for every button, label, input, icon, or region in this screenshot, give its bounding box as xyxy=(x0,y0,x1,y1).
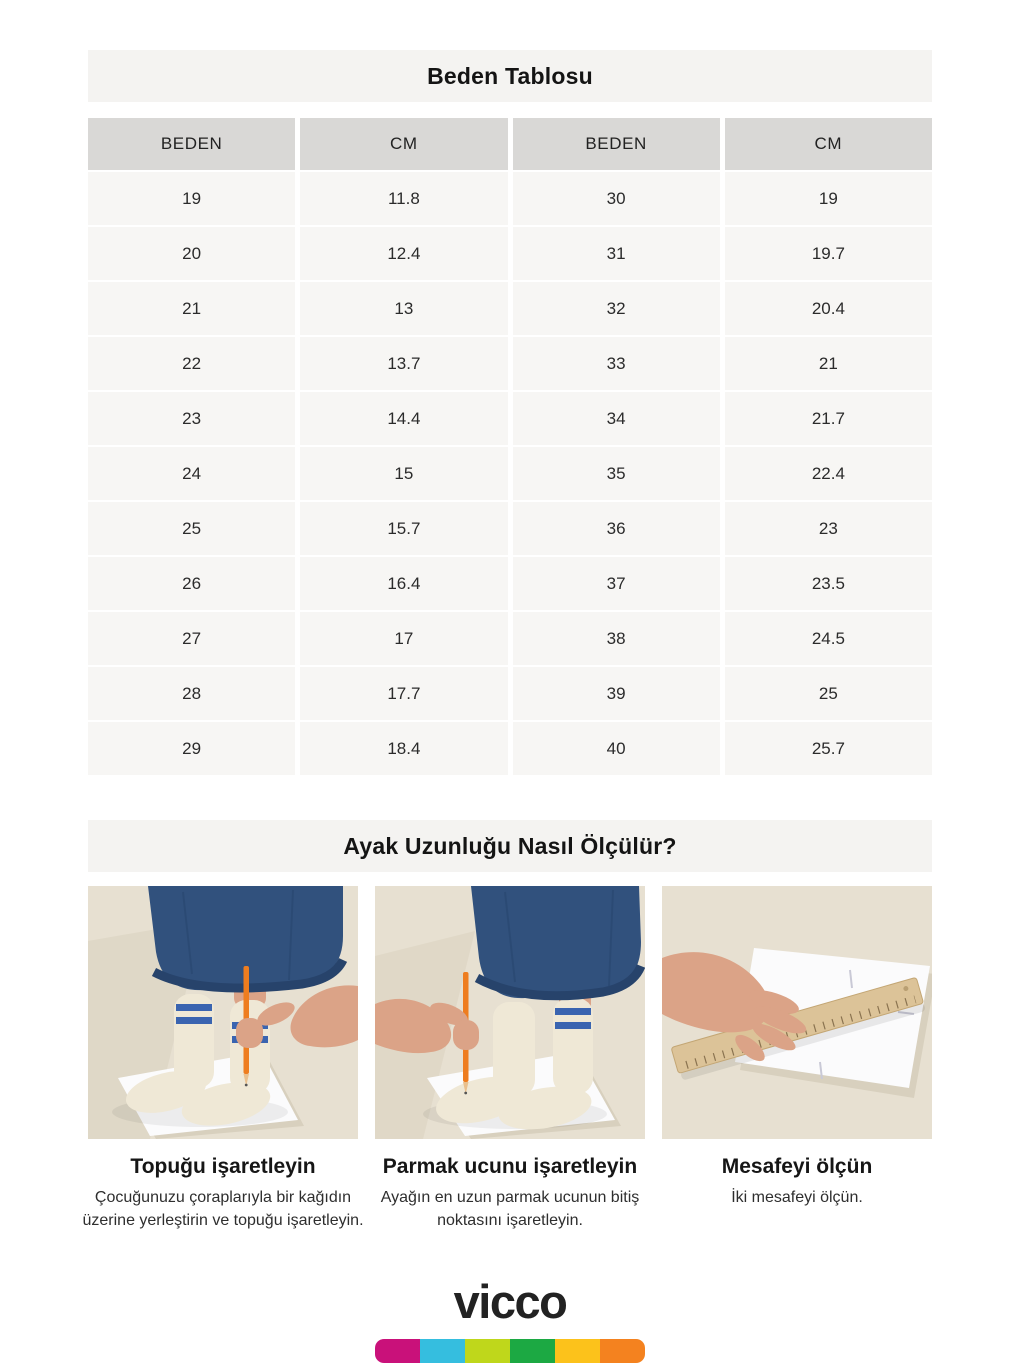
brand-footer xyxy=(88,1275,932,1363)
cm-value-cell: 17.7 xyxy=(300,667,507,720)
size-table-header-cell: BEDEN xyxy=(513,118,720,170)
size-value-cell: 28 xyxy=(88,667,295,720)
mark-heel-photo xyxy=(88,886,358,1139)
cm-value-cell: 20.4 xyxy=(725,282,932,335)
measure-step-heel xyxy=(82,886,364,1232)
measure-section xyxy=(82,820,932,1232)
size-value-cell: 22 xyxy=(88,337,295,390)
brand-bar-segment xyxy=(465,1339,510,1363)
size-value-cell: 39 xyxy=(513,667,720,720)
cm-value-cell: 19 xyxy=(725,172,932,225)
cm-value-cell: 16.4 xyxy=(300,557,507,610)
size-value-cell: 40 xyxy=(513,722,720,775)
size-value-cell: 23 xyxy=(88,392,295,445)
cm-value-cell: 21 xyxy=(725,337,932,390)
cm-value-cell: 17 xyxy=(300,612,507,665)
size-value-cell: 38 xyxy=(513,612,720,665)
cm-value-cell: 21.7 xyxy=(725,392,932,445)
size-value-cell: 31 xyxy=(513,227,720,280)
size-value-cell: 29 xyxy=(88,722,295,775)
size-value-cell: 36 xyxy=(513,502,720,555)
brand-bar-segment xyxy=(375,1339,420,1363)
cm-value-cell: 23 xyxy=(725,502,932,555)
step-heel-title: Topuğu işaretleyin xyxy=(130,1155,316,1178)
size-value-cell: 25 xyxy=(88,502,295,555)
size-value-cell: 32 xyxy=(513,282,720,335)
measure-title-bar xyxy=(88,820,932,872)
cm-value-cell: 18.4 xyxy=(300,722,507,775)
size-value-cell: 19 xyxy=(88,172,295,225)
brand-bar-segment xyxy=(555,1339,600,1363)
cm-value-cell: 12.4 xyxy=(300,227,507,280)
size-value-cell: 27 xyxy=(88,612,295,665)
cm-value-cell: 23.5 xyxy=(725,557,932,610)
cm-value-cell: 11.8 xyxy=(300,172,507,225)
measure-step-toe xyxy=(375,886,645,1232)
size-value-cell: 20 xyxy=(88,227,295,280)
brand-bar-segment xyxy=(510,1339,555,1363)
cm-value-cell: 15 xyxy=(300,447,507,500)
brand-bar-segment xyxy=(600,1339,645,1363)
measure-step-distance xyxy=(662,886,932,1232)
size-value-cell: 30 xyxy=(513,172,720,225)
cm-value-cell: 25.7 xyxy=(725,722,932,775)
brand-bar-segment xyxy=(420,1339,465,1363)
cm-value-cell: 22.4 xyxy=(725,447,932,500)
size-value-cell: 34 xyxy=(513,392,720,445)
step-distance-description: İki mesafeyi ölçün. xyxy=(731,1189,863,1206)
measure-distance-photo xyxy=(662,886,932,1139)
size-value-cell: 24 xyxy=(88,447,295,500)
size-table-section xyxy=(88,50,932,775)
cm-value-cell: 24.5 xyxy=(725,612,932,665)
size-value-cell: 37 xyxy=(513,557,720,610)
cm-value-cell: 19.7 xyxy=(725,227,932,280)
size-value-cell: 26 xyxy=(88,557,295,610)
cm-value-cell: 15.7 xyxy=(300,502,507,555)
size-table-title-bar xyxy=(88,50,932,102)
size-table-title: Beden Tablosu xyxy=(427,62,593,89)
vicco-logo: vicco xyxy=(453,1275,567,1329)
cm-value-cell: 13 xyxy=(300,282,507,335)
size-table-header-cell: BEDEN xyxy=(88,118,295,170)
size-value-cell: 21 xyxy=(88,282,295,335)
cm-value-cell: 13.7 xyxy=(300,337,507,390)
mark-toe-photo xyxy=(375,886,645,1139)
size-table-header-cell: CM xyxy=(300,118,507,170)
measure-steps xyxy=(82,886,932,1232)
step-toe-title: Parmak ucunu işaretleyin xyxy=(382,1155,638,1178)
size-table-header-cell: CM xyxy=(725,118,932,170)
cm-value-cell: 14.4 xyxy=(300,392,507,445)
step-distance-title: Mesafeyi ölçün xyxy=(721,1155,873,1178)
cm-value-cell: 25 xyxy=(725,667,932,720)
step-heel-description: Çocuğunuzu çoraplarıyla bir kağıdın üzerine yerleştirin ve topuğu işaretleyin. xyxy=(82,1189,364,1230)
measure-section-title: Ayak Uzunluğu Nasıl Ölçülür? xyxy=(343,832,677,859)
step-toe-description: Ayağın en uzun parmak ucunun bitiş noktasını işaretleyin. xyxy=(380,1189,640,1230)
size-table xyxy=(88,118,932,775)
size-value-cell: 33 xyxy=(513,337,720,390)
size-guide-page xyxy=(82,0,932,1363)
brand-color-bar xyxy=(375,1339,645,1363)
size-value-cell: 35 xyxy=(513,447,720,500)
